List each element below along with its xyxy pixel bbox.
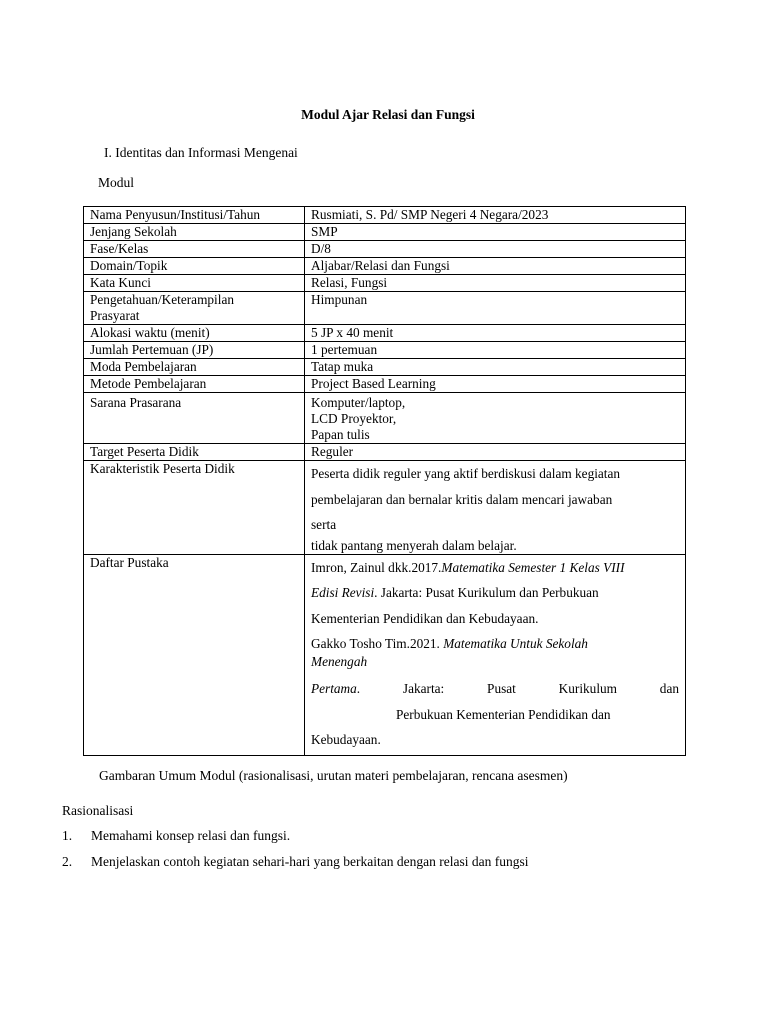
row-value: Aljabar/Relasi dan Fungsi xyxy=(305,258,686,275)
table-row xyxy=(84,292,686,325)
row-value: 5 JP x 40 menit xyxy=(305,325,686,342)
ref-line xyxy=(311,653,679,671)
ref-word: dan xyxy=(659,681,679,696)
ref-title: Pertama xyxy=(311,681,357,696)
list-text: Menjelaskan contoh kegiatan sehari-hari yang berkaitan dengan relasi dan fungsi xyxy=(91,854,529,869)
row-key: Domain/Topik xyxy=(84,258,305,275)
ref-line: Kementerian Pendidikan dan Kebudayaan. xyxy=(311,610,539,626)
ref-line xyxy=(311,676,679,702)
ref-word: Jakarta: xyxy=(402,681,445,696)
row-value: Reguler xyxy=(305,444,686,461)
ref-line xyxy=(311,580,679,606)
ref-title: Matematika Semester 1 Kelas VIII xyxy=(441,559,625,575)
ref-line: Kebudayaan. xyxy=(311,732,381,747)
row-value: Relasi, Fungsi xyxy=(305,275,686,292)
ref-title: Menengah xyxy=(311,654,368,669)
value-line: serta xyxy=(311,517,337,532)
row-key: Daftar Pustaka xyxy=(84,554,305,755)
row-key: Jumlah Pertemuan (JP) xyxy=(84,342,305,359)
row-key: Karakteristik Peserta Didik xyxy=(84,461,305,555)
list-item xyxy=(62,828,528,854)
reference-1 xyxy=(311,555,679,632)
ref-line xyxy=(311,555,679,581)
ref-publisher: . Jakarta: Pusat Kurikulum dan Perbukuan xyxy=(374,585,599,600)
ref-punct: . xyxy=(356,681,361,696)
table-row xyxy=(84,325,686,342)
section-heading-modul: Modul xyxy=(98,175,135,190)
ref-word xyxy=(311,676,360,702)
row-key: Alokasi waktu (menit) xyxy=(84,325,305,342)
ref-word: Kurikulum xyxy=(558,681,618,696)
table-row xyxy=(84,444,686,461)
value-line: Peserta didik reguler yang aktif berdiskusi dalam kegiatan xyxy=(311,466,621,481)
table-row xyxy=(84,376,686,393)
list-number: 1. xyxy=(62,828,73,843)
document-title: Modul Ajar Relasi dan Fungsi xyxy=(301,107,475,122)
row-value: D/8 xyxy=(305,241,686,258)
row-value: Himpunan xyxy=(305,292,686,325)
identity-table xyxy=(83,206,686,756)
row-key-line: Pengetahuan/Keterampilan xyxy=(90,292,234,307)
value-line: pembelajaran dan bernalar kritis dalam mencari jawaban xyxy=(311,491,613,507)
table-row xyxy=(84,359,686,376)
table-row xyxy=(84,275,686,292)
table-row xyxy=(84,342,686,359)
row-value: SMP xyxy=(305,224,686,241)
row-key-line: Prasyarat xyxy=(90,308,140,323)
row-key: Sarana Prasarana xyxy=(84,393,305,444)
list-number: 2. xyxy=(62,854,73,869)
row-key: Moda Pembelajaran xyxy=(84,359,305,376)
row-value: Project Based Learning xyxy=(305,376,686,393)
table-row xyxy=(84,461,686,555)
ref-word: Pusat xyxy=(487,681,516,696)
ref-author: Imron, Zainul dkk.2017. xyxy=(311,559,442,575)
row-value xyxy=(305,554,686,755)
row-value: Tatap muka xyxy=(305,359,686,376)
row-key: Kata Kunci xyxy=(84,275,305,292)
rasionalisasi-heading: Rasionalisasi xyxy=(62,803,134,818)
table-row xyxy=(84,241,686,258)
ref-line: Perbukuan Kementerian Pendidikan dan xyxy=(396,706,611,722)
value-line: Papan tulis xyxy=(311,427,370,442)
list-item xyxy=(62,854,528,880)
row-value xyxy=(305,461,686,555)
row-value: 1 pertemuan xyxy=(305,342,686,359)
ref-title: Edisi Revisi xyxy=(311,585,375,600)
row-key: Target Peserta Didik xyxy=(84,444,305,461)
row-value: Rusmiati, S. Pd/ SMP Negeri 4 Negara/2023 xyxy=(305,207,686,224)
row-key: Fase/Kelas xyxy=(84,241,305,258)
section-heading-identitas: I. Identitas dan Informasi Mengenai xyxy=(104,145,298,160)
table-row xyxy=(84,207,686,224)
value-line: LCD Proyektor, xyxy=(311,411,397,426)
table-row xyxy=(84,258,686,275)
row-value xyxy=(305,393,686,444)
ref-author: Gakko Tosho Tim.2021. xyxy=(311,636,444,651)
value-line: tidak pantang menyerah dalam belajar. xyxy=(311,537,517,553)
gambaran-umum-heading: Gambaran Umum Modul (rasionalisasi, urutan materi pembelajaran, rencana asesmen) xyxy=(99,768,568,783)
table-row xyxy=(84,224,686,241)
table-row xyxy=(84,393,686,444)
row-key: Metode Pembelajaran xyxy=(84,376,305,393)
rasionalisasi-list xyxy=(62,828,528,880)
row-key xyxy=(84,292,305,325)
value-line: Komputer/laptop, xyxy=(311,395,406,410)
table-row xyxy=(84,554,686,755)
ref-line xyxy=(311,635,679,653)
row-key: Nama Penyusun/Institusi/Tahun xyxy=(84,207,305,224)
reference-2 xyxy=(311,635,679,753)
list-text: Memahami konsep relasi dan fungsi. xyxy=(91,828,291,843)
row-key: Jenjang Sekolah xyxy=(84,224,305,241)
ref-title: Matematika Untuk Sekolah xyxy=(443,636,588,651)
